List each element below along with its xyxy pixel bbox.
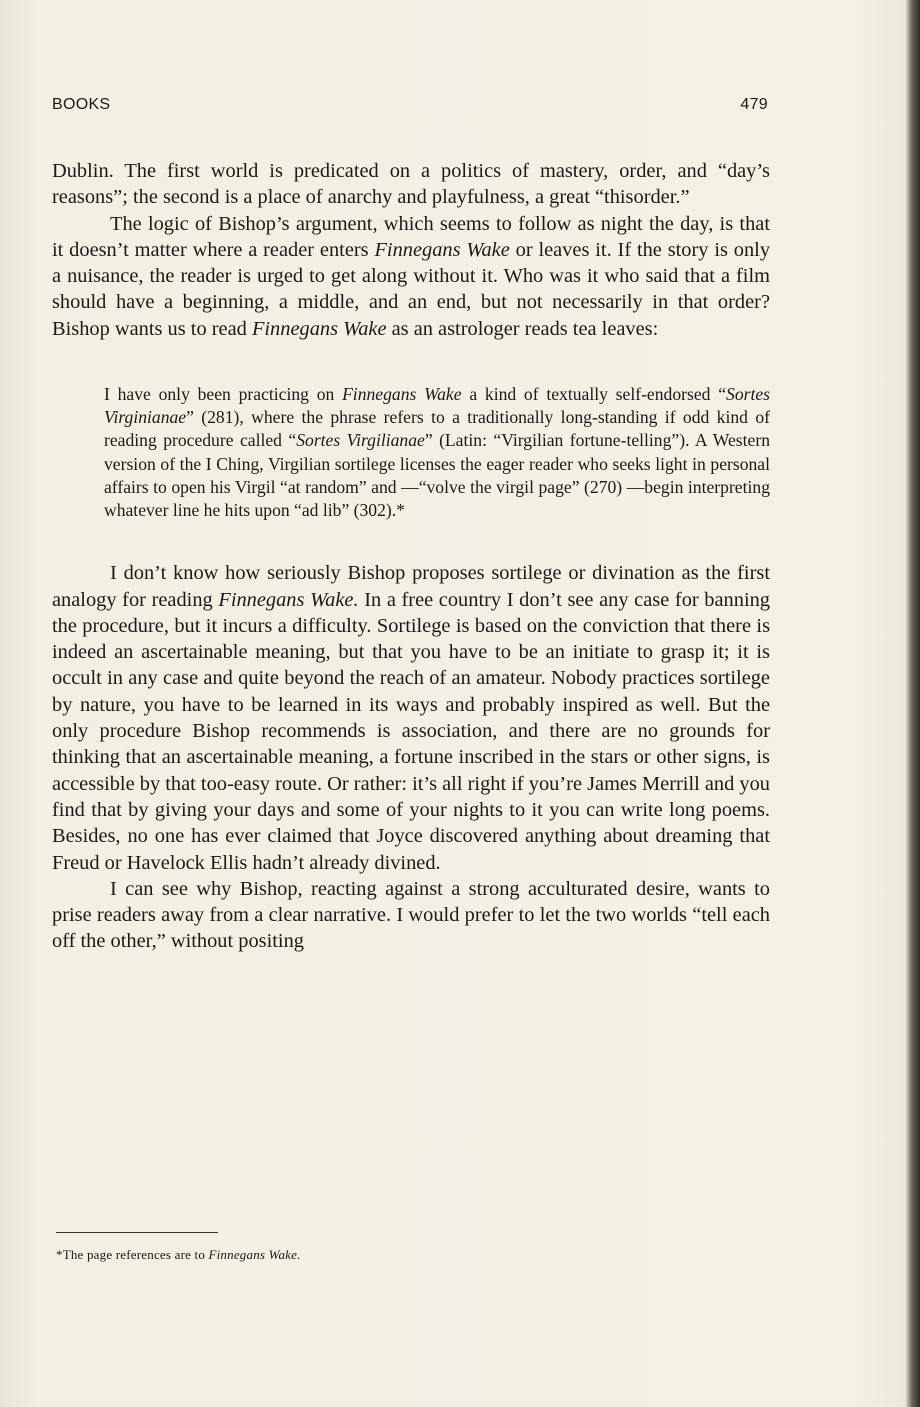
text-run: a kind of textually self-endorsed “ xyxy=(461,384,727,405)
page-number: 479 xyxy=(740,96,768,113)
paragraph-3 xyxy=(52,560,770,876)
footnote xyxy=(56,1247,301,1263)
block-quote xyxy=(104,383,770,522)
section-title: BOOKS xyxy=(52,96,111,113)
latin-phrase: Sortes Virgilianae xyxy=(296,430,425,451)
footnote-rule xyxy=(56,1232,218,1233)
paragraph-4 xyxy=(52,876,770,955)
text-run: The logic of Bishop’s argument, which seems to follow as night the day, is that it doesn’t matter where a reader enters xyxy=(52,212,770,261)
running-head xyxy=(52,96,768,114)
text-run: ” (281), where the phrase refers to a traditionally long-standing if odd kind of reading procedure called “ xyxy=(104,407,770,451)
book-title: Finnegans Wake xyxy=(374,238,510,261)
paragraph-line: a great “thisorder.” xyxy=(534,186,690,209)
text-run: I can see why Bishop, reacting against a strong acculturated desire, wants to prise readers away from a clear narrative. I would prefer to let the two worlds “tell each off the other,” without positing xyxy=(52,877,770,953)
book-title: Finnegans Wake xyxy=(342,384,462,405)
text-run: as an astrologer reads tea leaves: xyxy=(386,317,659,340)
body-text xyxy=(52,158,770,955)
text-run: *The page references are to xyxy=(56,1247,209,1262)
book-title: Finnegans Wake xyxy=(251,317,387,340)
text-run: or leaves it. If the story is only a nuisance, the reader is urged to get along without it. Who was it who said that a film should have a beginning, a middle, and an end, but not necessarily in that order? Bishop wants us to read xyxy=(52,238,771,340)
text-run: I don’t know how seriously Bishop proposes sortilege or divination as the first analogy for reading xyxy=(52,562,770,611)
text-run: ” (Latin: “Virgilian fortune-telling”). A Western version of the I Ching, Virgilian sortilege licenses the eager reader who seeks light in personal affairs to open his Virgil “at random” and —“volve the virgil page” (270) —begin interpreting whatever line he hits upon “ad lib” (302).* xyxy=(104,430,770,521)
text-run: I have only been practicing on xyxy=(104,384,343,405)
latin-phrase: Sortes Virginianae xyxy=(104,384,770,428)
book-title: Finnegans Wake. xyxy=(208,1247,301,1262)
paragraph-1 xyxy=(52,158,770,211)
paragraph-line: and “day’s reasons”; the second is a place of anarchy and playfulness, xyxy=(52,160,770,209)
paragraph-2 xyxy=(52,211,770,342)
text-run: In a free country I don’t see any case for banning the procedure, but it incurs a difficulty. Sortilege is based on the conviction that there is indeed an ascertainable meaning, but that you have to be an initiate to grasp it; it is occult in any case and quite beyond the reach of an amateur. Nobody practices sortilege by nature, you have to be learned in its ways and probably inspired as well. But the only procedure Bishop recommends is association, and there are no grounds for thinking that an ascertainable meaning, a fortune inscribed in the stars or other signs, is accessible by that too-easy route. Or rather: it’s all right if you’re James Merrill and you find that by giving your days and some of your nights to it you can write long poems. Besides, no one has ever claimed that Joyce discovered anything about dreaming that Freud or Havelock Ellis hadn’t already divined. xyxy=(52,588,770,874)
book-title: Finnegans Wake. xyxy=(218,588,359,611)
paragraph-line: Dublin. The first world is predicated on a politics of mastery, order, xyxy=(52,160,667,182)
